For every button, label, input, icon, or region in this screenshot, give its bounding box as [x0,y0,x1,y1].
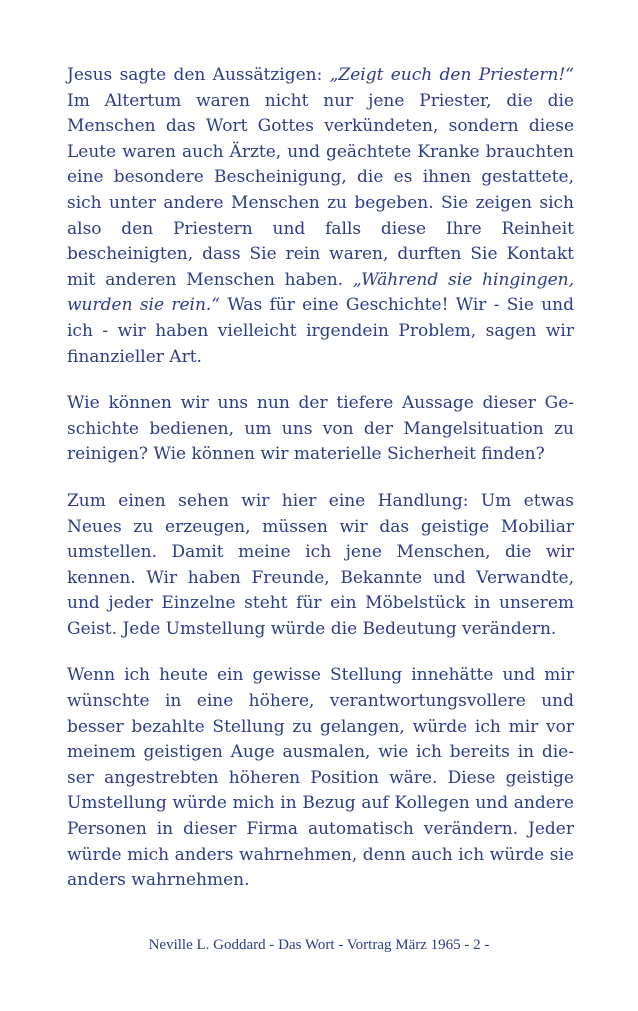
text-segment: Im Altertum waren nicht nur jene Priester, die die Menschen das Wort Gottes verkündeten, sondern diese Leute waren auch Ärzte, und geächtete Kranke brauchten eine besondere Bescheinigung, die es ihnen gestattete, sich unter andere Menschen zu begeben. Sie zeigen sich also den Priestern und falls diese Ihre Reinheit bescheinigten, dass Sie rein waren, durften Sie Kontakt mit anderen Menschen haben. [67,90,574,290]
text-segment: Wie können wir uns nun der tiefere Aussage dieser Geschichte bedienen, um uns von der Mangelsituation zu reinigen? Wie können wir materielle Sicherheit finden? [67,393,574,465]
text-segment: Zum einen sehen wir hier eine Handlung: Um etwas Neues zu erzeugen, müssen wir das geistige Mobiliar umstellen. Damit meine ich jene Menschen, die wir kennen. Wir haben Freunde, Bekannte und Verwandte, und jeder Einzelne steht für ein Möbelstück in unserem Geist. Jede Umstellung würde die Bedeutung verändern. [67,490,574,639]
quote-segment: „Während sie hingingen, wurden sie rein.“ [67,269,574,316]
quote-segment: „Zeigt euch den Priestern!“ [329,65,574,85]
text-segment: Jesus sagte den Aussätzigen: [67,65,330,85]
document-body [67,63,574,915]
text-segment: Was für eine Geschichte! Wir - Sie und ich - wir haben vielleicht irgendein Problem, sagen wir finanzieller Art. [67,295,574,367]
paragraph-2 [67,391,574,468]
paragraph-3 [67,489,574,643]
page-footer: Neville L. Goddard - Das Wort - Vortrag März 1965 - 2 - [148,937,490,953]
paragraph-4 [67,663,574,893]
text-segment: Wenn ich heute ein gewisse Stellung innehätte und mir wünschte in eine höhere, verantwortungsvollere und besser bezahlte Stellung zu gelangen, würde ich mir vor meinem geistigen Auge ausmalen, wie ich bereits in dieser angestrebten höheren Position wäre. Diese geistige Umstellung würde mich in Bezug auf Kollegen und andere Personen in dieser Firma automatisch verändern. Jeder würde mich anders wahrnehmen, denn auch ich würde sie anders wahrnehmen. [67,665,574,891]
paragraph-1 [67,63,574,370]
